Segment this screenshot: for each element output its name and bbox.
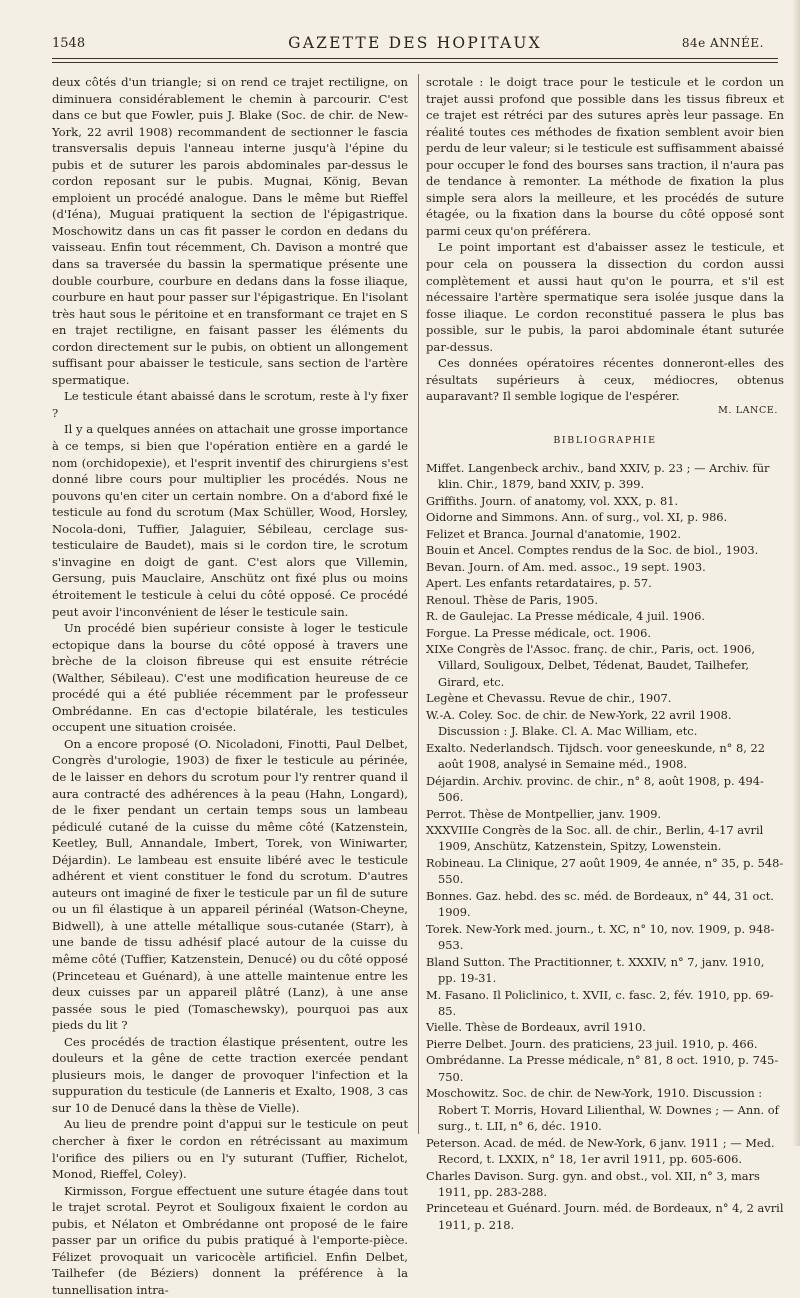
bibliography-title: BIBLIOGRAPHIE [553,435,657,447]
reference: Renoul. Thèse de Paris, 1905. [426,592,598,607]
reference: Bland Sutton. The Practitionner, t. XXXIV, n° 7, janv. 1910, pp. 19-31. [426,954,765,986]
paragraph: deux côtés d'un triangle; si on rend ce trajet rectiligne, on diminuera considérablement le chemin à parcourir. C'est dans ce but que Fowler, puis J. Blake (Soc. de chir. de New-York, 22 avril 1908) recommandent de sectionner le fascia transversalis depuis l'anneau interne jusqu'à l'épine du pubis et de suturer les parois abdominales par-dessus le cordon reposant sur le pubis. Mugnai, König, Bevan emploient un procédé analogue. Dans le même but Rieffel (d'Iéna), Muguai pratiquent la section de l'épigastrique. Moschowitz dans un cas fit passer le cordon en dedans du vaisseau. Enfin tout récemment, Ch. Davison a montré que dans sa traversée du bassin la spermatique présente une double courbure, courbure en dedans dans la fosse iliaque, courbure en haut pour passer sur l'épigastrique. En l'isolant très haut sous le péritoine et en transformant ce trajet en S en trajet rectiligne, en faisant passer les éléments du cordon directement sur le pubis, on obtient un allongement suffisant pour abaisser le testicule, sans section de l'artère spermatique. [52,75,408,387]
page-edge-shadow [792,0,800,1146]
right-column [426,74,784,1233]
reference: Perrot. Thèse de Montpellier, janv. 1909. [426,806,662,821]
reference: Princeteau et Guénard. Journ. méd. de Bordeaux, n° 4, 2 avril 1911, p. 218. [426,1201,784,1232]
reference: XIXe Congrès de l'Assoc. franç. de chir., Paris, oct. 1906, Villard, Souligoux, Delbet, Tédenat, Baudet, Tailhefer, Girard, etc. [426,642,756,689]
paragraph: Le point important est d'abaisser assez le testicule, et pour cela on poussera la dissection du cordon aussi complètement et aussi haut qu'on le pourra, et s'il est nécessaire l'artère spermatique sera isolée jusque dans la fosse iliaque. Le cordon reconstitué passera le plus bas possible, sur le pubis, la paroi abdominale étant suturée par-dessus. [426,240,784,354]
reference: Pierre Delbet. Journ. des praticiens, 23 juil. 1910, p. 466. [426,1036,758,1051]
reference: Charles Davison. Surg. gyn. and obst., vol. XII, n° 3, mars 1911, pp. 283-288. [426,1168,760,1199]
reference: M. Fasano. Il Policlinico, t. XVII, c. fasc. 2, fév. 1910, pp. 69-85. [426,987,774,1018]
reference: Peterson. Acad. de méd. de New-York, 6 janv. 1911 ; — Med. Record, t. LXXIX, n° 18, 1er avril 1911, pp. 605-606. [426,1135,775,1167]
reference: Felizet et Branca. Journal d'anatomie, 1902. [426,526,681,541]
reference: Robineau. La Clinique, 27 août 1909, 4e année, n° 35, p. 548-550. [426,855,784,887]
reference: W.-A. Coley. Soc. de chir. de New-York, 22 avril 1908. Discussion : J. Blake. Cl. A. Mac William, etc. [426,707,732,739]
reference: Forgue. La Presse médicale, oct. 1906. [426,625,652,640]
reference: XXXVIIIe Congrès de la Soc. all. de chir., Berlin, 4-17 avril 1909, Anschütz, Katzenstein, Spitzy, Lowenstein. [426,823,764,854]
page-number: 1548 [52,36,86,51]
paragraph: Il y a quelques années on attachait une grosse importance à ce temps, si bien que l'opération entière en a gardé le nom (orchidopexie), et l'esprit inventif des chirurgiens s'est donné libre cours pour multiplier les procédés. Nous ne pouvons qu'en citer un certain nombre. On a d'abord fixé le testicule au fond du scrotum (Max Schüller, Wood, Horsley, Nocola-doni, Tuffier, Jalaguier, Sébileau, cerclage sus-testiculaire de Baudet), mais si le cordon tire, le scrotum s'invagine en doigt de gant. C'est alors que Villemin, Gersung, puis Mauclaire, Anschütz ont fixé plus ou moins étroitement le testicule à celui du côté opposé. Ce procédé peut avoir l'inconvénient de léser le testicule sain. [52,422,408,619]
reference: Exalto. Nederlandsch. Tijdsch. voor geneeskunde, n° 8, 22 août 1908, analysé in Semaine méd., 1908. [426,740,765,772]
reference: Vielle. Thèse de Bordeaux, avril 1910. [426,1020,646,1035]
paragraph: Kirmisson, Forgue effectuent une suture étagée dans tout le trajet scrotal. Peyrot et Souligoux fixaient le cordon au pubis, et Nélaton et Ombrédanne ont proposé de le faire passer par un orifice du pubis pratiqué à l'emporte-pièce. Félizet provoquait un varicocèle artificiel. Enfin Delbet, Tailhefer (de Béziers) donnent la préférence à la tunnellisation intra- [52,1183,408,1297]
reference: Bonnes. Gaz. hebd. des sc. méd. de Bordeaux, n° 44, 31 oct. 1909. [426,888,774,920]
paragraph: Ces procédés de traction élastique présentent, outre les douleurs et la gêne de cette traction exercée pendant plusieurs mois, le danger de provoquer l'infection et la suppuration du testicule (de Lanneris et Exalto, 1908, 3 cas sur 10 de Denucé dans la thèse de Vielle). [52,1034,408,1115]
reference: Oidorne and Simmons. Ann. of surg., vol. XI, p. 986. [426,510,728,525]
volume-year: 84e ANNÉE. [681,36,764,50]
journal-title: GAZETTE DES HOPITAUX [288,34,542,52]
left-column [52,74,408,1298]
bibliography-list [426,460,784,1233]
header-rule-thick [52,58,778,59]
paragraph: Un procédé bien supérieur consiste à loger le testicule ectopique dans la bourse du côté opposé à travers une brèche de la cloison fibreuse qui est ensuite rétrécie (Walther, Sébileau). C'est une modification heureuse de ce procédé qui a été publiée récemment par le professeur Ombrédanne. En cas d'ectopie bilatérale, les testicules occupent une situation croisée. [52,621,408,735]
reference: Bouin et Ancel. Comptes rendus de la Soc. de biol., 1903. [426,543,759,558]
paragraph: On a encore proposé (O. Nicoladoni, Finotti, Paul Delbet, Congrès d'urologie, 1903) de fixer le testicule au périnée, de le laisser en dehors du scrotum pour l'y rentrer quand il aura contracté des adhérences à la peau (Hahn, Longard), de le fixer pendant un certain temps sous un lambeau pédiculé cutané de la cuisse du même côté (Katzenstein, Keetley, Bull, Annandale, Imbert, Torek, von Winiwarter, Déjardin). Le lambeau est ensuite libéré avec le testicule adhérent et vient constituer le fond du scrotum. D'autres auteurs ont imaginé de fixer le testicule par un fil de suture ou un fil élastique à un appareil périnéal (Watson-Cheyne, Bidwell), à une attelle métallique sous-cutanée (Starr), à une bande de tissu adhésif placé autour de la cuisse du même côté (Tuffier, Katzenstein, Denucé) ou du côté opposé (Princeteau et Guénard), à une attelle maintenue entre les deux cuisses par un appareil plâtré (Lanz), à une anse passée sous le pied (Tomaschewsky), pourquoi pas aux pieds du lit ? [52,736,408,1033]
reference: Bevan. Journ. of Am. med. assoc., 19 sept. 1903. [426,559,706,574]
paragraph: Ces données opératoires récentes donneront-elles des résultats supérieurs à ceux, médiocres, obtenus auparavant? Il semble logique de l'espérer. [426,356,784,404]
reference: Ombrédanne. La Presse médicale, n° 81, 8 oct. 1910, p. 745-750. [426,1053,779,1084]
reference: Déjardin. Archiv. provinc. de chir., n° 8, août 1908, p. 494-506. [426,773,764,805]
reference: R. de Gaulejac. La Presse médicale, 4 juil. 1906. [426,609,706,624]
author-signature: M. LANCE. [718,404,778,416]
column-divider [418,74,419,1134]
reference: Moschowitz. Soc. de chir. de New-York, 1910. Discussion : Robert T. Morris, Hovard Lilienthal, W. Downes ; — Ann. of surg., t. LII, n° 6, déc. 1910. [426,1086,779,1134]
page-header [52,30,778,56]
reference: Torek. New-York med. journ., t. XC, n° 10, nov. 1909, p. 948-953. [426,921,775,953]
header-rule-thin [52,62,778,63]
paragraph: scrotale : le doigt trace pour le testicule et le cordon un trajet aussi profond que possible dans les tissus fibreux et ce trajet est rétréci par des sutures après leur passage. En réalité toutes ces méthodes de fixation semblent avoir bien perdu de leur valeur; si le testicule est suffisamment abaissé pour occuper le fond des bourses sans traction, il n'aura pas de tendance à remonter. La méthode de fixation la plus simple sera alors la meilleure, et les procédés de suture étagée, ou la fixation dans la bourse du côté opposé sont parmi ceux qu'on préférera. [426,75,784,238]
reference: Griffiths. Journ. of anatomy, vol. XXX, p. 81. [426,493,679,508]
paragraph: Au lieu de prendre point d'appui sur le testicule on peut chercher à fixer le cordon en rétrécissant au maximum l'orifice des piliers ou en l'y suturant (Tuffier, Richelot, Monod, Rieffel, Coley). [52,1117,408,1182]
reference: Miffet. Langenbeck archiv., band XXIV, p. 23 ; — Archiv. für klin. Chir., 1879, band XXIV, p. 399. [426,461,770,492]
reference: Apert. Les enfants retardataires, p. 57. [426,576,652,591]
reference: Legène et Chevassu. Revue de chir., 1907. [426,691,672,706]
paragraph: Le testicule étant abaissé dans le scrotum, reste à l'y fixer ? [52,389,408,420]
